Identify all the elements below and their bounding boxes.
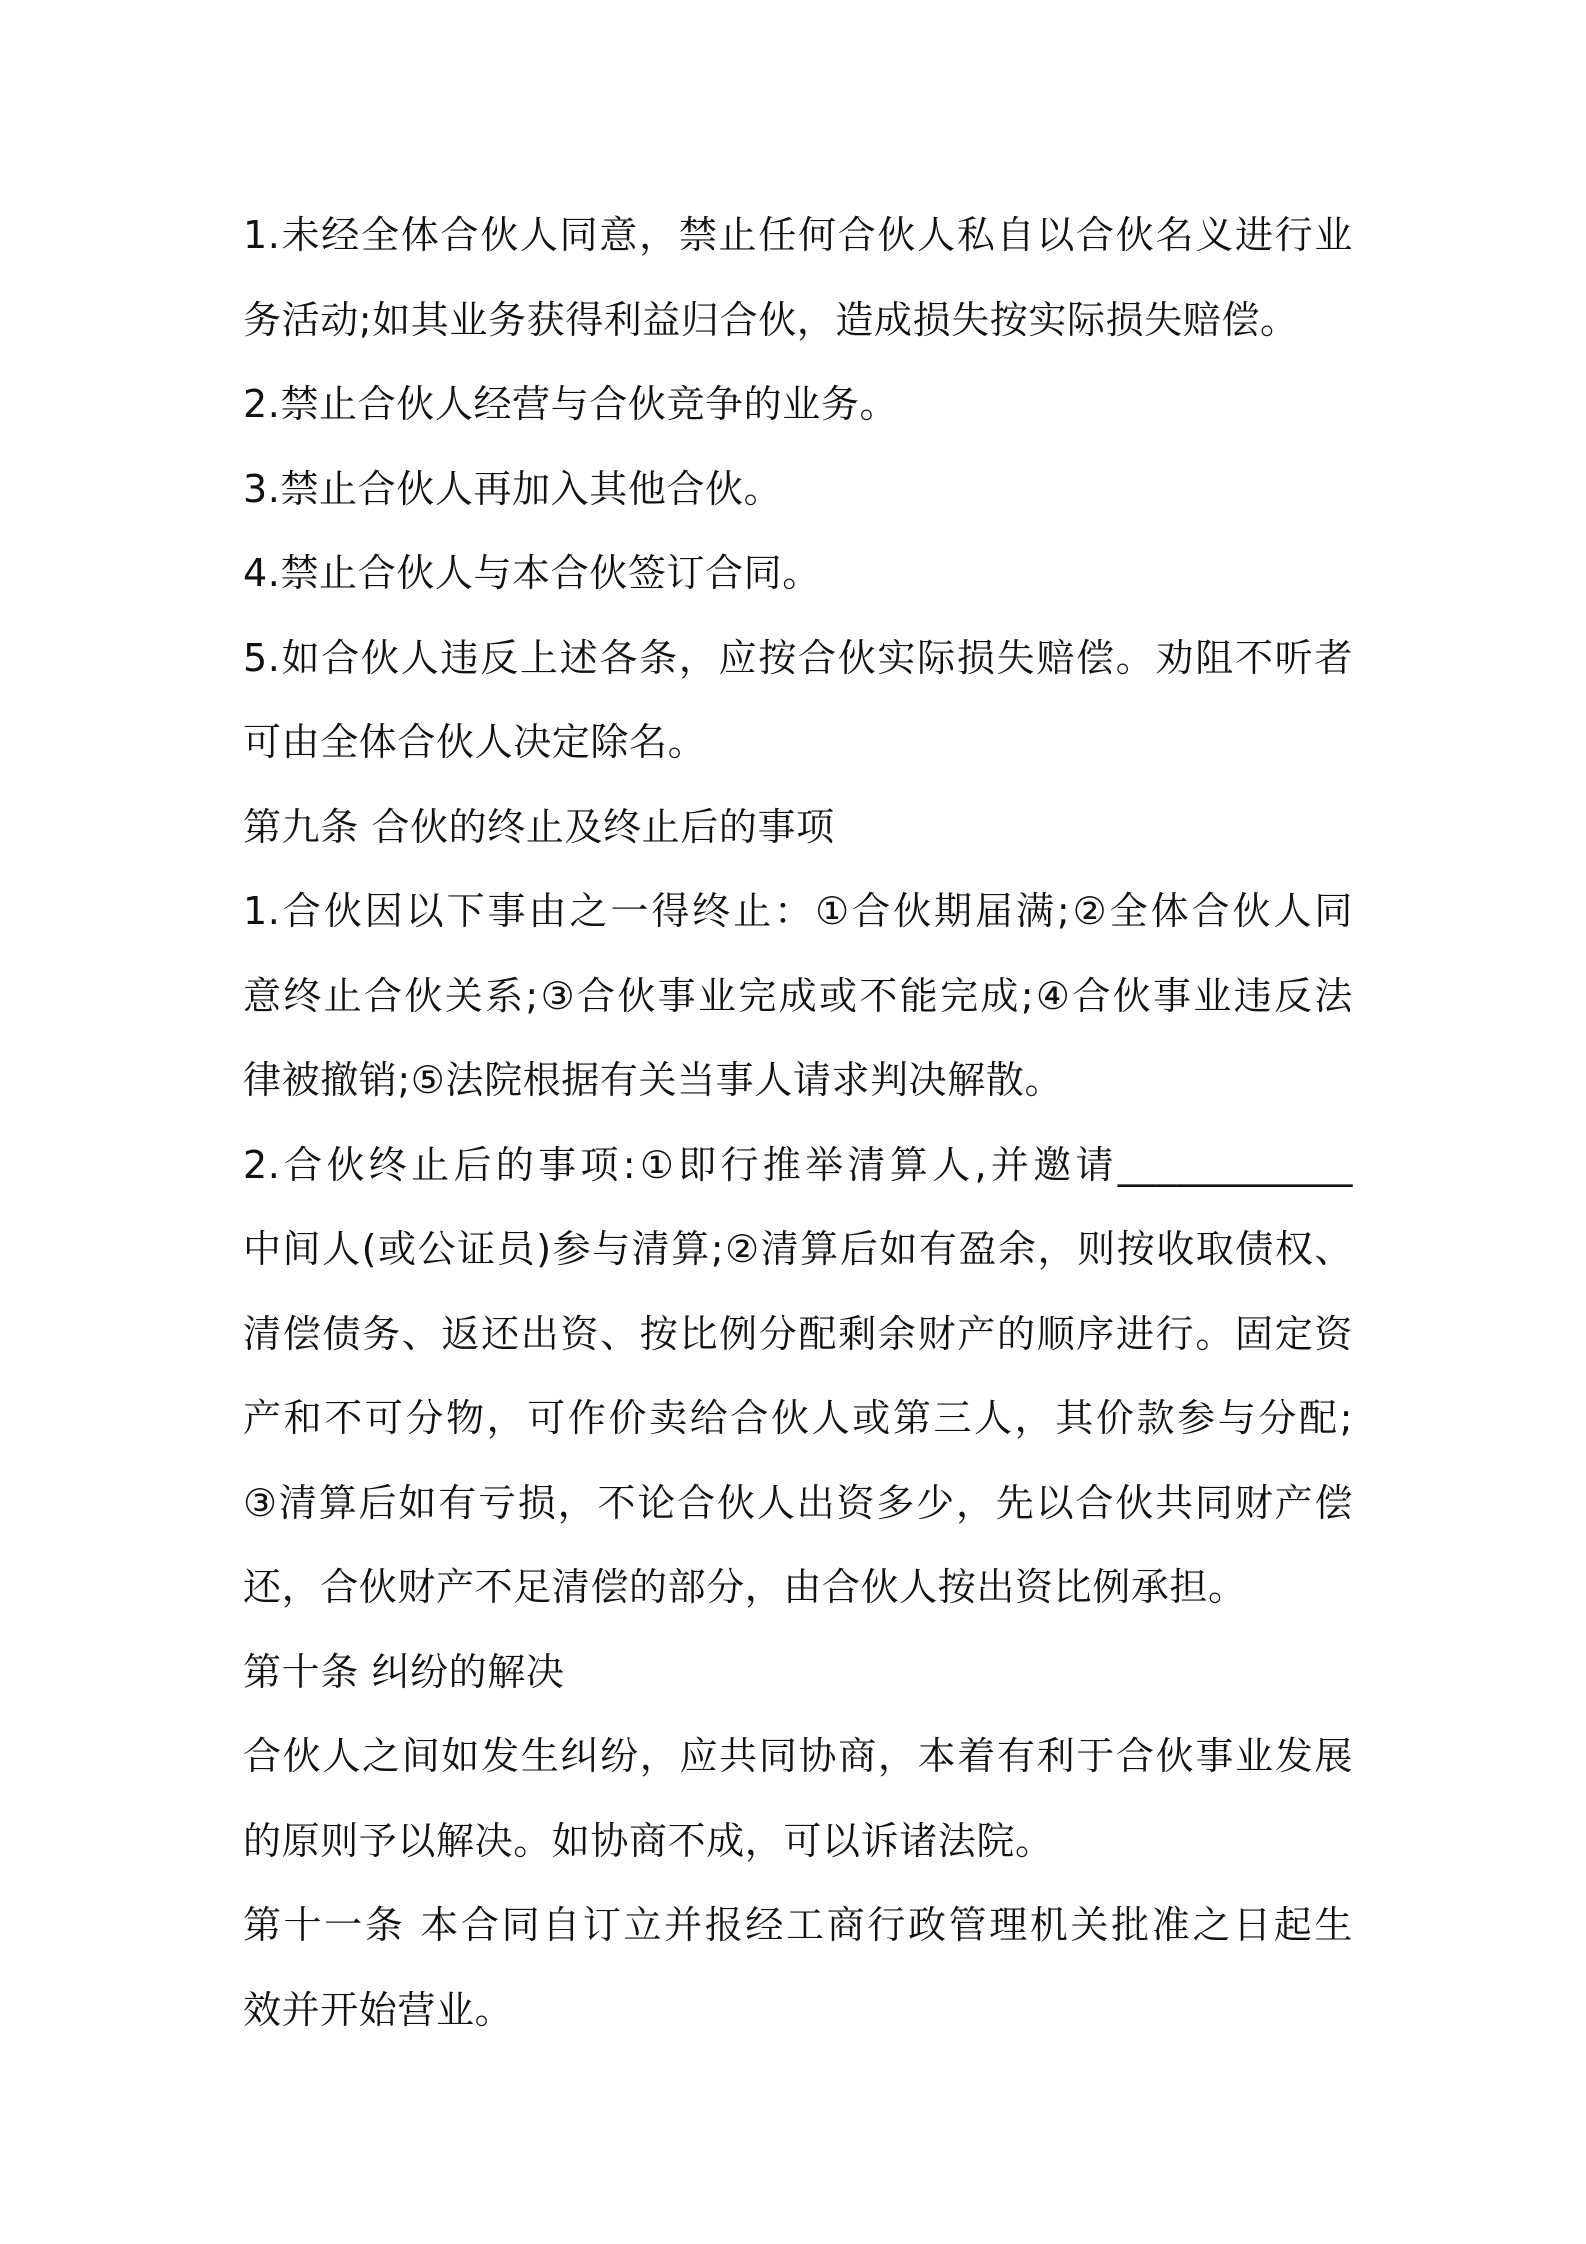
- paragraph-line: 5.如合伙人违反上述各条，应按合伙实际损失赔偿。劝阻不听者: [243, 635, 1353, 680]
- paragraph-line: 的原则予以解决。如协商不成，可以诉诸法院。: [243, 1818, 1054, 1863]
- paragraph-line: 产和不可分物，可作价卖给合伙人或第三人，其价款参与分配;: [243, 1396, 1353, 1440]
- paragraph-line: 中间人(或公证员)参与清算;②清算后如有盈余，则按收取债权、: [243, 1227, 1353, 1271]
- paragraph-line: 可由全体合伙人决定除名。: [243, 720, 707, 764]
- paragraph-line: 清偿债务、返还出资、按比例分配剩余财产的顺序进行。固定资: [243, 1311, 1353, 1356]
- paragraph-line: 2.合伙终止后的事项:①即行推举清算人,并邀请____________: [243, 1142, 1353, 1187]
- paragraph-line: ③清算后如有亏损，不论合伙人出资多少，先以合伙共同财产偿: [243, 1480, 1353, 1525]
- paragraph-line: 务活动;如其业务获得利益归合伙，造成损失按实际损失赔偿。: [243, 297, 1299, 342]
- paragraph-line: 合伙人之间如发生纠纷，应共同协商，本着有利于合伙事业发展: [243, 1734, 1353, 1778]
- paragraph-line: 1.合伙因以下事由之一得终止：①合伙期届满;②全体合伙人同: [243, 889, 1353, 933]
- paragraph-line: 效并开始营业。: [243, 1987, 514, 2032]
- section-heading: 第九条 合伙的终止及终止后的事项: [243, 804, 835, 849]
- paragraph-line: 还，合伙财产不足清偿的部分，由合伙人按出资比例承担。: [243, 1565, 1247, 1609]
- paragraph-line: 3.禁止合伙人再加入其他合伙。: [243, 466, 783, 511]
- paragraph-line: 2.禁止合伙人经营与合伙竞争的业务。: [243, 382, 899, 426]
- document-body: [243, 193, 1353, 2052]
- paragraph-line: 1.未经全体合伙人同意，禁止任何合伙人私自以合伙名义进行业: [243, 213, 1353, 257]
- paragraph-line: 4.禁止合伙人与本合伙签订合同。: [243, 551, 821, 595]
- paragraph-line: 意终止合伙关系;③合伙事业完成或不能完成;④合伙事业违反法: [243, 973, 1353, 1018]
- section-heading: 第十条 纠纷的解决: [243, 1649, 565, 1694]
- paragraph-line: 律被撤销;⑤法院根据有关当事人请求判决解散。: [243, 1058, 1064, 1102]
- section-heading: 第十一条 本合同自订立并报经工商行政管理机关批准之日起生: [243, 1903, 1353, 1947]
